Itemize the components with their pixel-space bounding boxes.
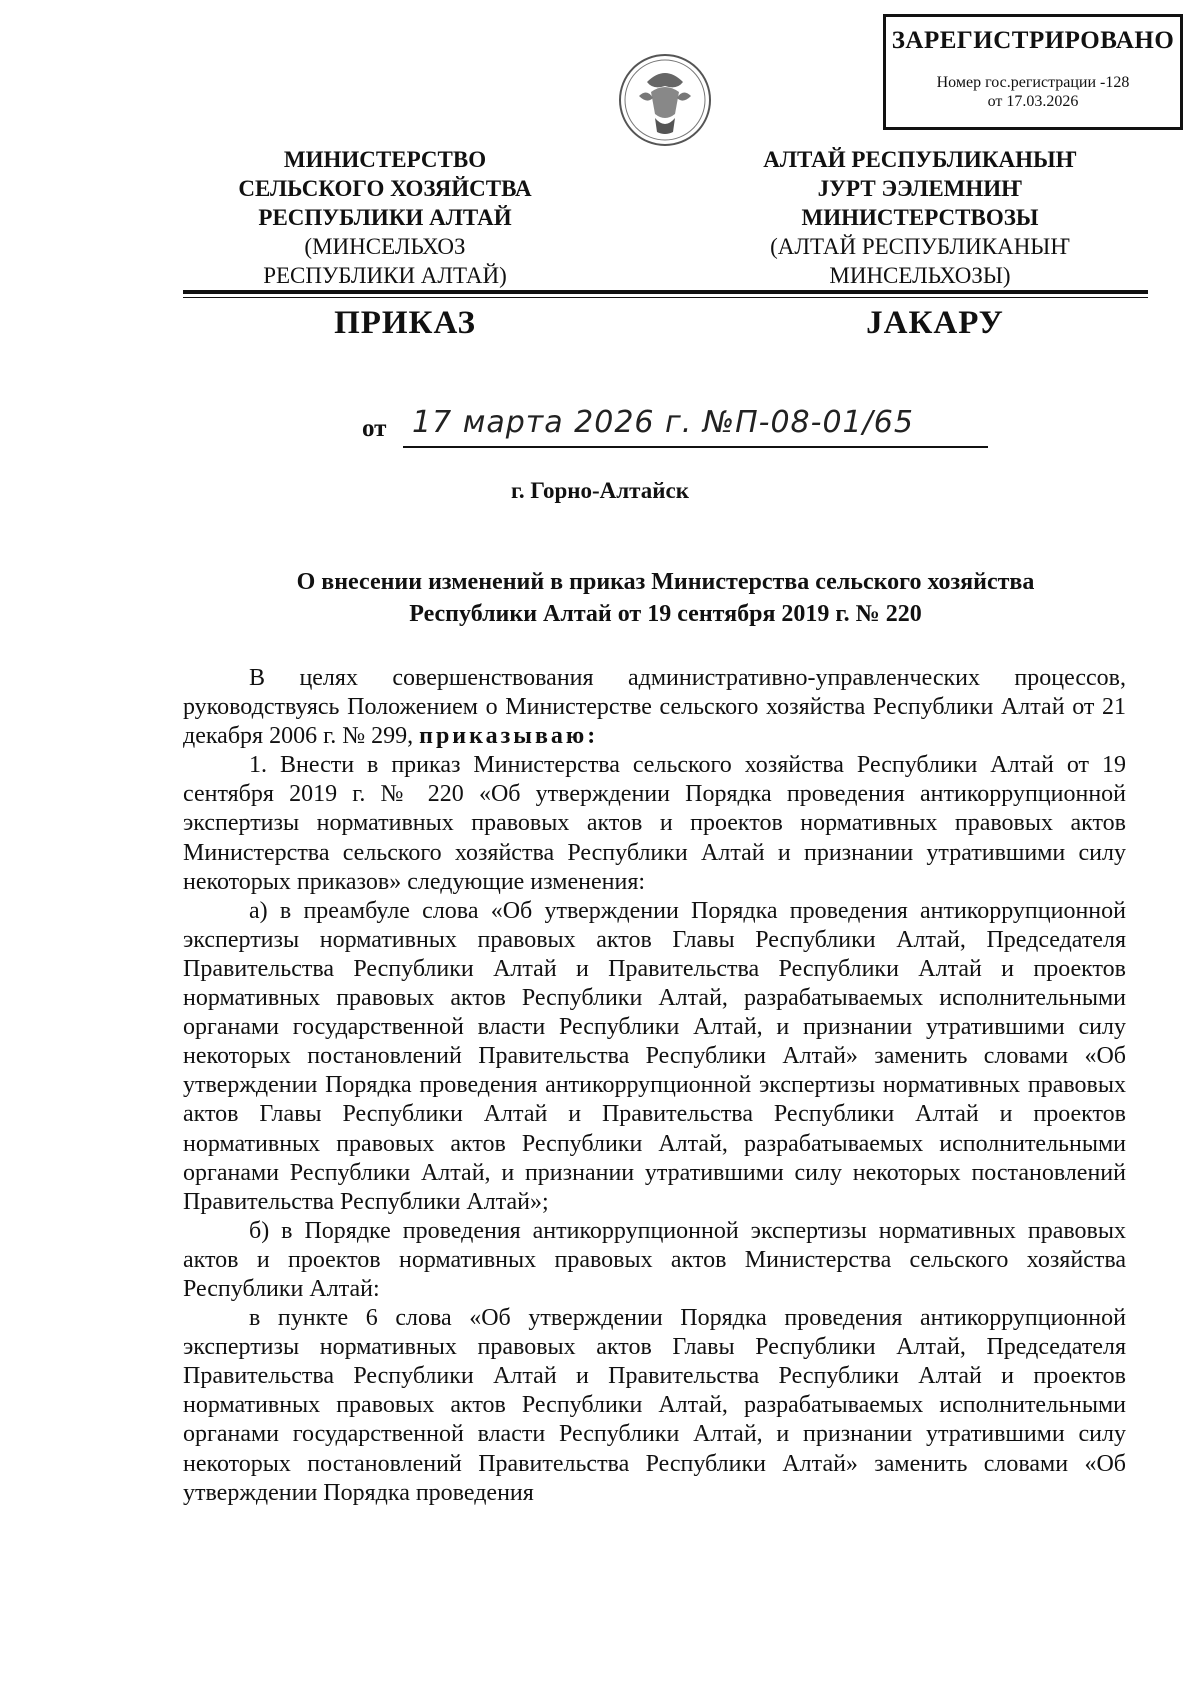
stamp-title: ЗАРЕГИСТРИРОВАНО	[891, 27, 1175, 54]
ministry-ru-line: (МИНСЕЛЬХОЗ	[304, 234, 466, 259]
order-verb: приказываю:	[419, 723, 599, 750]
ministry-alt-line: МИНИСТЕРСТВОЗЫ	[801, 205, 1039, 230]
ministry-name-russian	[175, 145, 595, 290]
preamble-text: В целях совершенствования административно-управленческих процессов, руководствуясь Положением о Министерстве сельского хозяйства Республики Алтай от 21 декабря 2006 г. № 299,	[183, 665, 1126, 750]
ministry-alt-line: ЈУРТ ЭЭЛЕМНИҤ	[817, 176, 1023, 201]
registration-stamp	[883, 14, 1183, 130]
document-title	[183, 566, 1148, 630]
header-divider-thick	[183, 290, 1148, 294]
ministry-ru-line: МИНИСТЕРСТВО	[283, 147, 487, 172]
ministry-name-altai	[710, 145, 1130, 290]
document-body	[183, 664, 1126, 1508]
ministry-alt-line: АЛТАЙ РЕСПУБЛИКАНЫҤ	[763, 147, 1077, 172]
republic-emblem-icon	[617, 52, 713, 148]
ministry-ru-line: СЕЛЬСКОГО ХОЗЯЙСТВА	[238, 176, 532, 201]
stamp-registration-number: Номер гос.регистрации -128	[936, 74, 1130, 91]
paragraph-point-6: в пункте 6 слова «Об утверждении Порядка проведения антикоррупционной экспертизы нормативных правовых актов Главы Республики Алтай, Председателя Правительства Республики Алтай и Правительства Республики Алтай и проектов нормативных правовых актов Республики Алтай, разрабатываемых исполнительными органами государственной власти Республики Алтай, и признании утратившими силу некоторых постановлений Правительства Республики Алтай» заменить словами «Об утверждении Порядка проведения	[183, 1305, 1126, 1506]
city: г. Горно-Алтайск	[511, 478, 689, 503]
ministry-ru-line: РЕСПУБЛИКИ АЛТАЙ)	[263, 263, 507, 288]
date-prefix: от	[362, 415, 387, 442]
paragraph-item-a: а) в преамбуле слова «Об утверждении Порядка проведения антикоррупционной экспертизы нормативных правовых актов Главы Республики Алтай, Председателя Правительства Республики Алтай и Правительства Республики Алтай и проектов нормативных правовых актов Республики Алтай, разрабатываемых исполнительными органами государственной власти Республики Алтай, и признании утратившими силу некоторых постановлений Правительства Республики Алтай» заменить словами «Об утверждении Порядка проведения антикоррупционной экспертизы нормативных правовых актов Главы Республики Алтай и Правительства Республики Алтай и проектов нормативных правовых актов Республики Алтай, разрабатываемых исполнительными органами Республики Алтай, и признании утратившими силу некоторых постановлений Правительства Республики Алтай»;	[183, 897, 1126, 1215]
order-word-altai: ЈАКАРУ	[866, 305, 1004, 341]
order-word-russian: ПРИКАЗ	[334, 305, 476, 341]
document-title-line: О внесении изменений в приказ Министерства сельского хозяйства	[296, 569, 1035, 595]
paragraph-preamble	[183, 664, 1126, 751]
document-title-line: Республики Алтай от 19 сентября 2019 г. № 220	[409, 601, 922, 627]
stamp-date: от 17.03.2026	[987, 93, 1079, 110]
date-underline	[403, 446, 988, 448]
ministry-alt-line: МИНСЕЛЬХОЗЫ)	[829, 263, 1011, 288]
paragraph-item-1: 1. Внести в приказ Министерства сельского хозяйства Республики Алтай от 19 сентября 2019 г. № 220 «Об утверждении Порядка проведения антикоррупционной экспертизы нормативных правовых актов и проектов нормативных правовых актов Министерства сельского хозяйства Республики Алтай и признании утратившими силу некоторых приказов» следующие изменения:	[183, 752, 1126, 895]
ministry-ru-line: РЕСПУБЛИКИ АЛТАЙ	[258, 205, 512, 230]
ministry-alt-line: (АЛТАЙ РЕСПУБЛИКАНЫҤ	[770, 234, 1070, 259]
paragraph-item-b: б) в Порядке проведения антикоррупционной экспертизы нормативных правовых актов и проектов нормативных правовых актов Министерства сельского хозяйства Республики Алтай:	[183, 1217, 1126, 1302]
handwritten-date-number: 17 марта 2026 г. №П-08-01/65	[412, 405, 914, 440]
header-divider-thin	[183, 297, 1148, 298]
